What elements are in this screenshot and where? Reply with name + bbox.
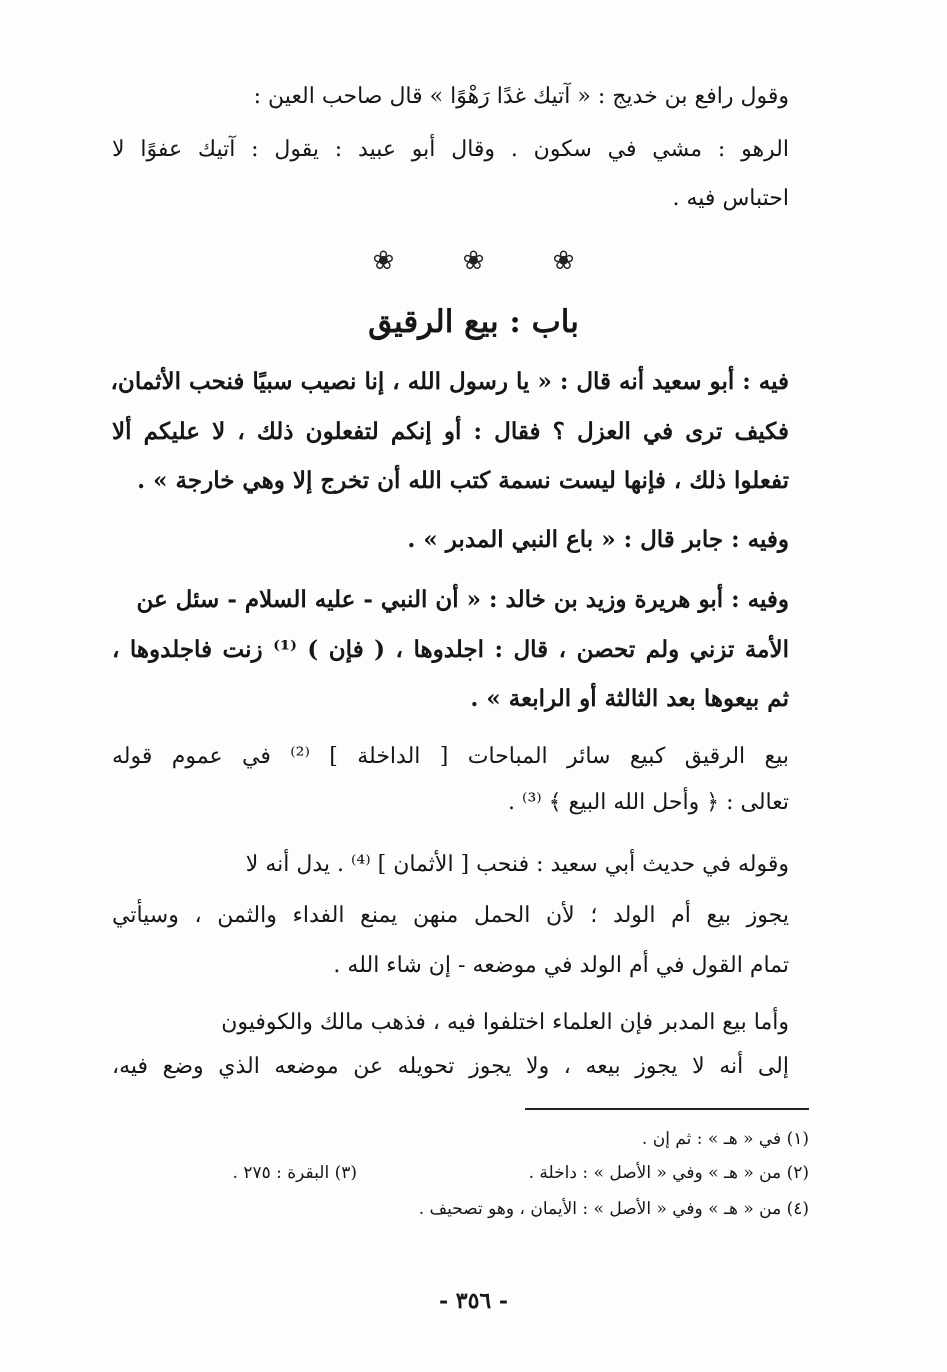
text-line: فيه : أبو سعيد أنه قال : « يا رسول الله ، إنا نصيب سبيًا فنحب الأثمان،: [110, 368, 789, 395]
text-line: الرهو : مشي في سكون . وقال أبو عبيد : يقول : آتيك عفوًا لا: [112, 137, 789, 162]
text-line: الأمة تزني ولم تحصن ، قال : اجلدوها ، ( فإن ) ⁽¹⁾ زنت فاجلدوها ،: [112, 636, 789, 663]
footnote-divider: [525, 1108, 809, 1110]
text-line: وقوله في حديث أبي سعيد : فنحب [ الأثمان ] ⁽⁴⁾ . يدل أنه لا: [245, 852, 789, 877]
text-line: بيع الرقيق كبيع سائر المباحات [ الداخلة ] ⁽²⁾ في عموم قوله: [112, 744, 790, 769]
text-line: تمام القول في أم الولد في موضعه - إن شاء الله .: [333, 953, 789, 978]
text-line: وأما بيع المدبر فإن العلماء اختلفوا فيه ، فذهب مالك والكوفيون: [221, 1010, 789, 1035]
text-line: ثم بيعوها بعد الثالثة أو الرابعة » .: [470, 685, 789, 712]
text-line: وفيه : أبو هريرة وزيد بن خالد : « أن النبي - عليه السلام - سئل عن: [136, 586, 789, 613]
footnote: (١) في « هـ » : ثم إن .: [641, 1129, 809, 1149]
text-line: إلى أنه لا يجوز بيعه ، ولا يجوز تحويله عن موضعه الذي وضع فيه،: [112, 1054, 789, 1079]
section-separator: [0, 246, 947, 276]
footnote: (٢) من « هـ » وفي « الأصل » : داخلة .: [528, 1163, 809, 1183]
text-line: تفعلوا ذلك ، فإنها ليست نسمة كتب الله أن تخرج إلا وهي خارجة » .: [137, 467, 789, 494]
chapter-heading: باب : بيع الرقيق: [368, 304, 579, 340]
flower-ornament-icon: ❀: [552, 246, 575, 276]
text-line: وفيه : جابر قال : « باع النبي المدبر » .: [407, 526, 789, 553]
text-line: احتباس فيه .: [672, 186, 789, 211]
flower-ornament-icon: ❀: [372, 246, 395, 276]
page-number: - ٣٥٦ -: [438, 1288, 509, 1314]
text-line: تعالى : ﴿ وأحل الله البيع ﴾ ⁽³⁾ .: [508, 790, 789, 815]
footnote: (٤) من « هـ » وفي « الأصل » : الأيمان ، وهو تصحيف .: [418, 1199, 809, 1219]
text-line: يجوز بيع أم الولد ؛ لأن الحمل منهن يمنع الفداء والثمن ، وسيأتي: [112, 903, 789, 928]
text-line: وقول رافع بن خديج : « آتيك غدًا رَهْوًا » قال صاحب العين :: [253, 84, 789, 109]
footnote: (٣) البقرة : ٢٧٥ .: [232, 1163, 357, 1183]
flower-ornament-icon: ❀: [462, 246, 485, 276]
text-line: فكيف ترى في العزل ؟ فقال : أو إنكم لتفعلون ذلك ، لا عليكم ألا: [112, 418, 789, 445]
